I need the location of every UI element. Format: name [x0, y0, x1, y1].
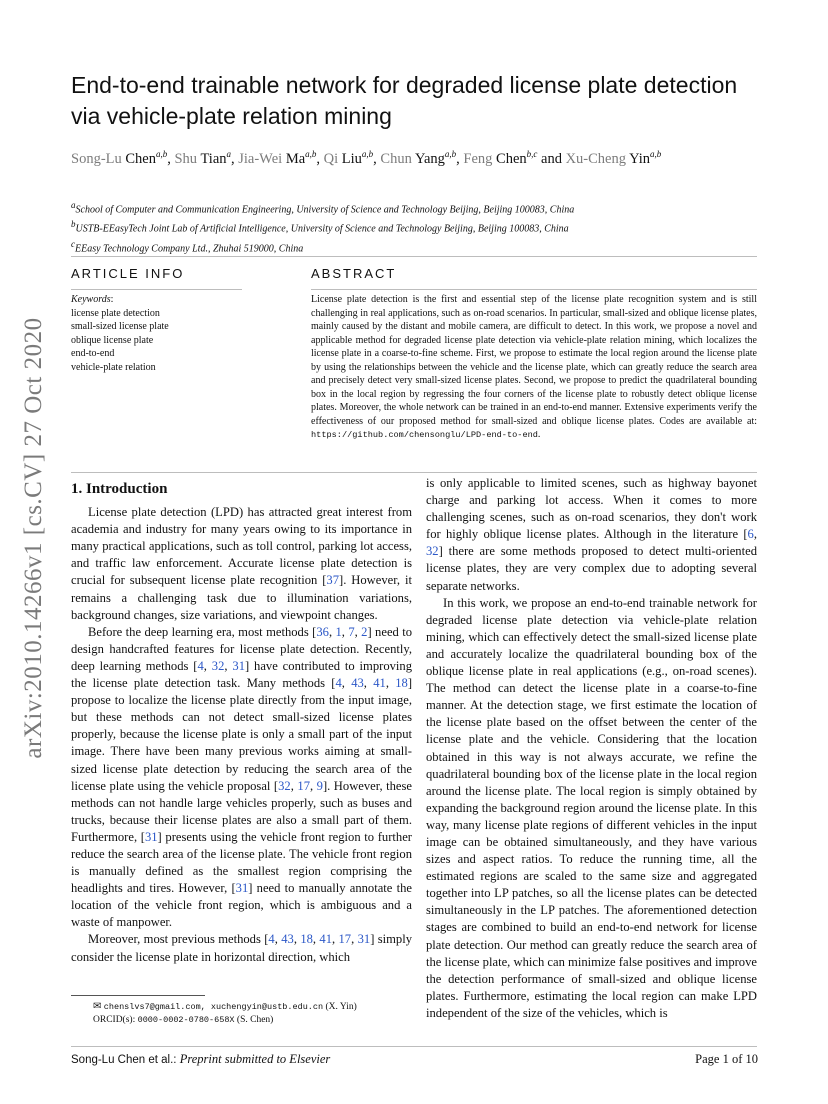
author	[463, 151, 537, 167]
citation-link[interactable]: 9	[316, 778, 323, 793]
footer-rule	[71, 1046, 757, 1047]
citation-link[interactable]: 31	[144, 829, 158, 844]
footnote	[93, 1000, 413, 1027]
author-separator: ,	[373, 150, 381, 167]
keywords-label: Keywords	[71, 294, 111, 305]
body-paragraph	[71, 624, 412, 932]
email-addresses[interactable]: chenslvs7@gmail.com, xuchengyin@ustb.edu.cn	[103, 1002, 324, 1012]
code-url-link[interactable]: https://github.com/chensonglu/LPD-end-to-end	[311, 430, 538, 440]
body-text: ,	[328, 624, 336, 639]
author-given-name: Qi	[323, 150, 339, 167]
citation-link[interactable]: 37	[326, 573, 339, 588]
body-text: ,	[385, 676, 396, 691]
body-text: ]. However, these methods can not handle large vehicles properly, such as buses and trucks, because their license plates are also a small part of them. Furthermore, [	[71, 778, 413, 844]
body-text: ,	[351, 932, 358, 947]
body-text: ,	[341, 676, 352, 691]
keyword: oblique license plate	[71, 334, 154, 346]
citation-link[interactable]: 32	[278, 778, 291, 793]
body-text: ,	[293, 932, 301, 947]
body-text: ]. However, it remains a challenging task due to illumination variations, background changes, size variations, and viewpoint changes.	[71, 573, 412, 622]
body-column-left	[71, 481, 412, 966]
email-owner: (X. Yin)	[325, 1002, 357, 1012]
author-affiliation-mark: b,c	[526, 149, 538, 159]
arxiv-stamp-text: arXiv:2010.14266v1 [cs.CV] 27 Oct 2020	[20, 317, 47, 759]
affiliation-text: USTB-EEasyTech Joint Lab of Artificial Intelligence, University of Science and Technology Beijing, Beijing 100083, China	[75, 223, 569, 235]
affiliation	[71, 237, 761, 256]
author-surname: Tian	[200, 150, 227, 167]
author-given-name: Song-Lu	[71, 150, 122, 167]
body-text: In this work, we propose an end-to-end trainable network for degraded license plate detection via vehicle-plate relation mining, which can effectively detect the small-sized license plate and accurately localize the quadrilateral bounding box of the oblique license plate in real applications (e.g., on-road scenes). The method can detect the license plate in a coarse-to-fine manner. At the detection stage, we first estimate the location of the license plate based on the offset between the center of the license plate and the vehicle. Considering that the location obtained in this way is not always accurate, we refine the quadrilateral bounding box of the license plate in the local region around the license plate. The local region is simply obtained by expanding the background region around the license plate. In this way, many license plate regions of different vehicles in the input image can be obtained simultaneously, and they have various sizes and aspect ratios. To reduce the running time, all the estimated regions are scaled to the same size and aggregated together into LP patches, so all the license plates can be detected simultaneously in the LP patches. The aforementioned detection stages are combined to build an end-to-end network for license plate detection. Our method can greatly reduce the search area of the license plate, which can minimize false positives and improve the detection performance of small-sized and oblique license plates. Furthermore, estimating the local region can make LPD independent of the size of the vehicles, which is	[426, 595, 757, 1020]
author-affiliation-mark: a,b	[305, 149, 317, 159]
orcid-label: ORCID(s):	[93, 1015, 136, 1025]
citation-link[interactable]: 4	[335, 676, 342, 691]
author-surname: Yin	[629, 150, 651, 167]
body-paragraph	[426, 475, 757, 595]
body-text: Moreover, most previous methods [	[88, 932, 269, 947]
body-text: ,	[290, 778, 298, 793]
keyword: vehicle-plate relation	[71, 361, 156, 373]
citation-link[interactable]: 18	[395, 676, 408, 691]
author-affiliation-mark: a,b	[361, 149, 374, 159]
author-given-name: Xu-Cheng	[565, 150, 626, 167]
citation-link[interactable]: 18	[300, 932, 313, 947]
citation-link[interactable]: 2	[361, 624, 368, 639]
abstract-text: License plate detection is the first and essential step of the license plate recognition system and is still challenging in real applications, such as on-road scenarios. In particular, small-sized and oblique license plates, mainly caused by the distant and mobile camera, are difficult to detect. In this work, we propose a novel and applicable method for degraded license plate detection via vehicle-plate relation mining, which localizes the license plate in a coarse-to-fine scheme. First, we propose to estimate the local region around the license plate by using the relationships between the vehicle and the license plate, which can greatly reduce the search area and precisely detect very small-sized license plates. Second, we propose to predict the quadrilateral bounding box in the local region by regressing the four corners of the license plate to robustly detect oblique license plates. Moreover, the whole network can be trained in an end-to-end manner. Extensive experiments verify the effectiveness of our proposed method for small-sized and oblique license plates. Codes are available at:	[311, 294, 757, 427]
author-separator: ,	[316, 150, 324, 167]
author	[566, 151, 662, 167]
envelope-icon: ✉	[93, 1001, 102, 1012]
affiliation-text: School of Computer and Communication Engineering, University of Science and Technology Beijing, Beijing 100083, China	[75, 204, 575, 216]
article-info-heading: ARTICLE INFO	[71, 266, 185, 281]
body-text: License plate detection (LPD) has attracted great interest from academia and industry for many years owing to its importance in many practical applications, such as toll control, parking lot access, and traffic law enforcement. Accurate license plate detection is crucial for subsequent license plate recognition [	[71, 505, 412, 588]
citation-link[interactable]: 1	[335, 624, 342, 639]
body-text: ,	[309, 778, 317, 793]
article-info-rule	[71, 289, 242, 290]
page-number: Page 1 of 10	[695, 1052, 758, 1066]
body-text: ,	[363, 676, 374, 691]
body-text: ,	[274, 932, 282, 947]
author	[174, 151, 231, 167]
affiliation-mark: c	[71, 238, 75, 249]
body-paragraph	[71, 504, 412, 624]
citation-link[interactable]: 6	[747, 527, 754, 542]
body-text: is only applicable to limited scenes, such as highway bayonet charge and parking lot access. When it comes to more challenging scenes, such as on-road scenarios, they don't work for highly oblique license plates. Although in the literature [	[426, 476, 757, 542]
keyword: end-to-end	[71, 348, 115, 359]
orcid-owner: (S. Chen)	[236, 1015, 274, 1025]
footer-author: Song-Lu Chen et al.:	[71, 1054, 177, 1066]
author-given-name: Feng	[463, 150, 493, 167]
paper-title: End-to-end trainable network for degraded license plate detection via vehicle-plate relation mining	[71, 72, 738, 129]
author-given-name: Shu	[174, 150, 198, 167]
citation-link[interactable]: 7	[348, 624, 355, 639]
header-rule	[71, 256, 757, 257]
author-surname: Chen	[496, 150, 527, 167]
affiliation-mark: a	[71, 200, 76, 210]
body-paragraph	[71, 931, 412, 965]
author	[238, 151, 316, 167]
author-list	[71, 144, 761, 169]
body-text: ,	[753, 527, 757, 542]
affiliation-mark: b	[71, 219, 76, 230]
orcid-id[interactable]: 0000-0002-0780-658X	[137, 1015, 235, 1025]
keyword: license plate detection	[71, 307, 160, 319]
front-matter-end-rule	[71, 472, 757, 473]
author-separator: and	[537, 150, 566, 167]
citation-link[interactable]: 43	[351, 676, 364, 691]
author	[71, 151, 167, 167]
citation-link[interactable]: 31	[357, 932, 371, 947]
author-surname: Yang	[414, 150, 445, 167]
citation-link[interactable]: 43	[281, 932, 294, 947]
body-text: ] have contributed to improving the license plate detection task. Many methods [	[71, 658, 413, 691]
author	[380, 151, 456, 167]
arxiv-stamp	[12, 288, 56, 788]
citation-link[interactable]: 41	[373, 676, 386, 691]
footnote-rule	[71, 995, 205, 996]
author-surname: Chen	[125, 150, 156, 167]
body-text: ,	[312, 932, 320, 947]
author-affiliation-mark: a,b	[650, 149, 662, 159]
abstract-rule	[311, 289, 757, 290]
citation-link[interactable]: 31	[235, 881, 249, 896]
citation-link[interactable]: 31	[232, 658, 245, 673]
abstract-heading: ABSTRACT	[311, 266, 397, 281]
author-given-name: Jia-Wei	[238, 150, 283, 167]
keywords-block: Keywords: license plate detection small-sized license plate oblique license plate end-to-end vehicle-plate relation	[71, 293, 291, 374]
author-affiliation-mark: a,b	[444, 149, 457, 159]
citation-link[interactable]: 4	[197, 658, 204, 673]
abstract-block: License plate detection is the first and essential step of the license plate recognition system and is still challenging in real applications, such as on-road scenarios. In particular, small-sized and oblique license plates, mainly caused by the distant and mobile camera, are difficult to detect. In this work, we propose a novel and applicable method for degraded license plate detection via vehicle-plate relation mining, which localizes the license plate in a coarse-to-fine scheme. First, we propose to estimate the local region around the license plate by using the relationships between the vehicle and the license plate, which can greatly reduce the search area and precisely detect very small-sized license plates. Second, we propose to predict the quadrilateral bounding box in the local region by regressing the four corners of the license plate to robustly detect oblique license plates. Moreover, the whole network can be trained in an end-to-end manner. Extensive experiments verify the effectiveness of our proposed method for small-sized and oblique license plates. Codes are available at: https://github.com/chensonglu/LPD-end-to-end.	[311, 294, 757, 440]
author-separator: ,	[231, 150, 239, 167]
body-text: ,	[341, 624, 349, 639]
citation-link[interactable]: 32	[426, 544, 439, 559]
author-separator: ,	[167, 150, 175, 167]
citation-link[interactable]: 17	[338, 932, 352, 947]
author-separator: ,	[456, 150, 464, 167]
affiliation-text: EEasy Technology Company Ltd., Zhuhai 519000, China	[75, 242, 304, 254]
author-affiliation-mark: a,b	[155, 149, 168, 159]
section-heading-introduction: 1. Introduction	[71, 481, 168, 497]
body-text: ] need to design handcrafted features for license plate detection. Recently, deep learning methods [	[71, 624, 413, 673]
body-text: ] propose to localize the license plate directly from the input image, but these methods can not detect small-sized license plates properly, because the license plate is only a small part of the input image. There have been many previous works aiming at small-sized license plate detection by reducing the search area of the license plate using the vehicle proposal [	[71, 676, 413, 793]
author-affiliation-mark: a	[226, 149, 231, 159]
footer-note: Preprint submitted to Elsevier	[179, 1052, 331, 1066]
body-text: ] presents using the vehicle front region to further reduce the search area of the license plate. The vehicle front region is manually defined as the smallest region comprising the headlights and tires. However, [	[71, 829, 412, 896]
body-text: ,	[332, 932, 339, 947]
affiliation	[71, 198, 761, 217]
body-text: ,	[203, 658, 212, 673]
citation-link[interactable]: 4	[268, 932, 275, 947]
body-text: ] simply consider the license plate in horizontal direction, which	[71, 932, 413, 964]
body-text: Before the deep learning era, most methods [	[88, 624, 317, 639]
citation-link[interactable]: 36	[316, 624, 329, 639]
author-surname: Ma	[285, 150, 306, 167]
citation-link[interactable]: 41	[319, 932, 332, 947]
body-text: ,	[224, 658, 233, 673]
running-footer-left	[71, 1052, 330, 1067]
citation-link[interactable]: 17	[297, 778, 310, 793]
affiliation	[71, 217, 761, 236]
affiliation-list	[71, 198, 761, 256]
author-given-name: Chun	[380, 150, 412, 167]
author	[324, 151, 374, 167]
author-surname: Liu	[341, 150, 362, 167]
keywords-list	[71, 307, 291, 375]
body-text: ] need to manually annotate the location of the vehicle front region, which is ambiguous and a waste of manpower.	[71, 881, 412, 930]
keyword: small-sized license plate	[71, 321, 169, 332]
body-paragraph	[426, 595, 757, 1022]
body-text: ] there are some methods proposed to detect multi-oriented license plates, they are very complex due to adopting several separate networks.	[426, 544, 757, 593]
body-text: ,	[354, 624, 362, 639]
citation-link[interactable]: 32	[211, 658, 225, 673]
body-column-right	[426, 475, 757, 1022]
